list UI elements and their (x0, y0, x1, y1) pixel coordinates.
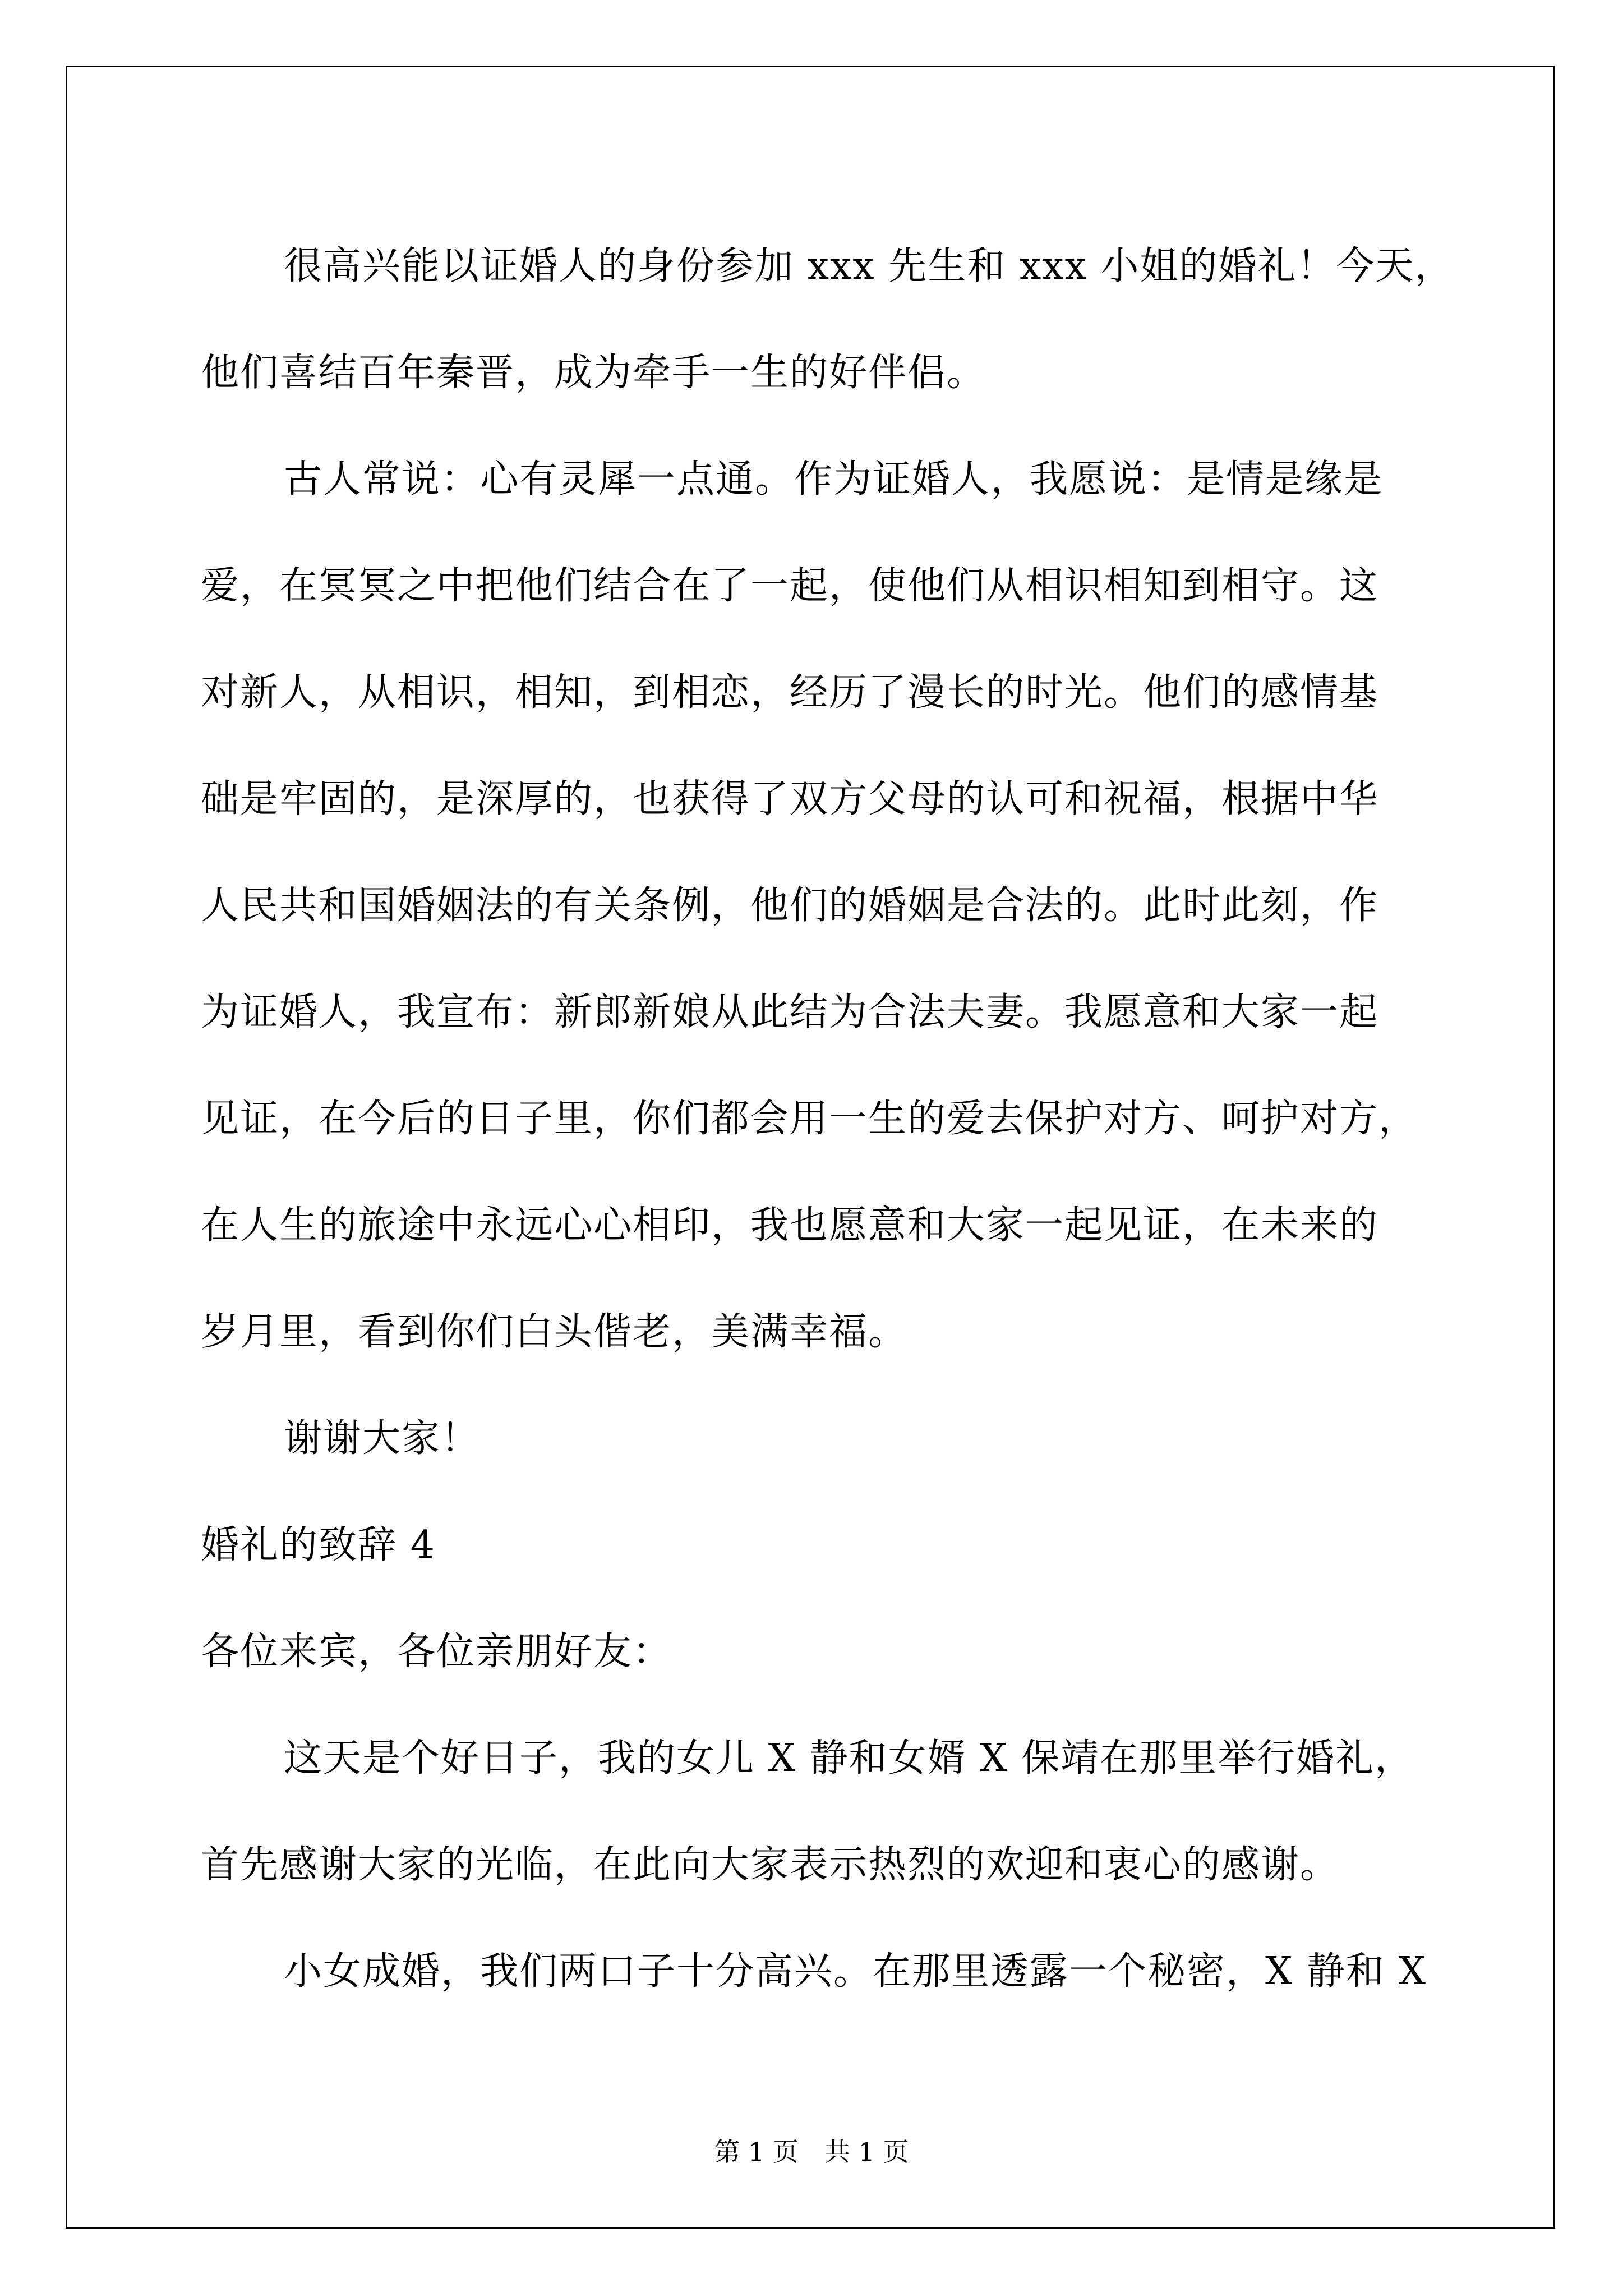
text-line: 小女成婚，我们两口子十分高兴。在那里透露一个秘密，X 静和 X (284, 1949, 1427, 1994)
page-number-footer: 第 1 页 共 1 页 (714, 2137, 909, 2167)
text-line: 在人生的旅途中永远心心相印，我也愿意和大家一起见证，在未来的 (201, 1203, 1379, 1248)
text-line: 首先感谢大家的光临，在此向大家表示热烈的欢迎和衷心的感谢。 (201, 1843, 1340, 1887)
text-line: 对新人，从相识，相知，到相恋，经历了漫长的时光。他们的感情基 (201, 670, 1379, 715)
text-line: 古人常说：心有灵犀一点通。作为证婚人，我愿说：是情是缘是 (284, 457, 1384, 501)
text-line: 础是牢固的，是深厚的，也获得了双方父母的认可和祝福，根据中华 (201, 777, 1379, 821)
section-heading: 婚礼的致辞 4 (201, 1523, 436, 1567)
text-line: 爱，在冥冥之中把他们结合在了一起，使他们从相识相知到相守。这 (201, 564, 1379, 608)
text-line: 岁月里，看到你们白头偕老，美满幸福。 (201, 1310, 908, 1354)
text-line: 谢谢大家！ (284, 1416, 481, 1461)
text-line: 这天是个好日子，我的女儿 X 静和女婿 X 保靖在那里举行婚礼， (284, 1736, 1414, 1780)
text-line: 为证婚人，我宣布：新郎新娘从此结为合法夫妻。我愿意和大家一起 (201, 990, 1379, 1034)
text-line: 他们喜结百年秦晋，成为牵手一生的好伴侣。 (201, 351, 986, 395)
text-line: 很高兴能以证婚人的身份参加 xxx 先生和 xxx 小姐的婚礼！今天， (284, 244, 1454, 288)
document-body (201, 213, 1454, 2025)
text-line: 各位来宾，各位亲朋好友： (201, 1630, 672, 1674)
text-line: 见证，在今后的日子里，你们都会用一生的爱去保护对方、呵护对方， (201, 1097, 1418, 1141)
text-line: 人民共和国婚姻法的有关条例，他们的婚姻是合法的。此时此刻，作 (201, 884, 1379, 928)
